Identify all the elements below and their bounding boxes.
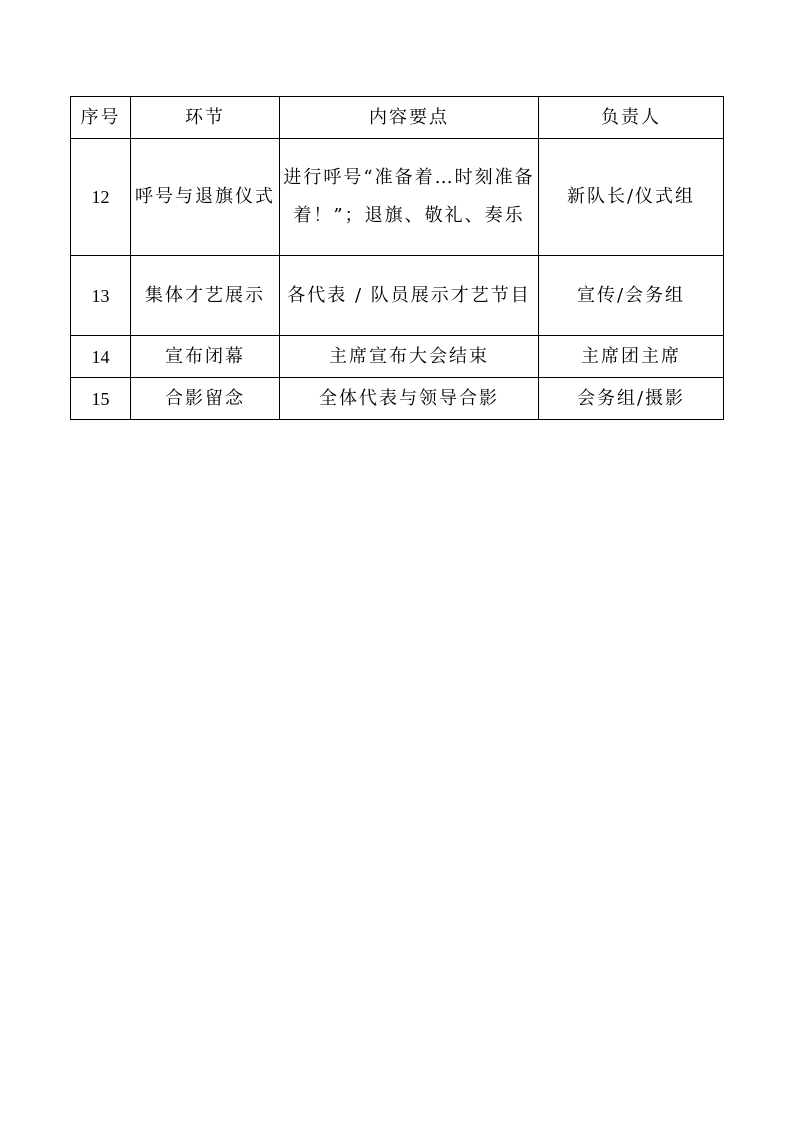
- cell-seq: 15: [71, 378, 131, 420]
- cell-owner: 主席团主席: [539, 336, 724, 378]
- table-row: [71, 139, 724, 256]
- table-header-row: [71, 97, 724, 139]
- table-row: [71, 256, 724, 336]
- cell-stage: 合影留念: [131, 378, 280, 420]
- header-stage: 环节: [131, 97, 280, 139]
- cell-content: 全体代表与领导合影: [280, 378, 539, 420]
- cell-owner: 宣传/会务组: [539, 256, 724, 336]
- cell-stage: 呼号与退旗仪式: [131, 139, 280, 256]
- cell-seq: 12: [71, 139, 131, 256]
- table-row: [71, 378, 724, 420]
- header-seq: 序号: [71, 97, 131, 139]
- cell-owner: 新队长/仪式组: [539, 139, 724, 256]
- cell-seq: 14: [71, 336, 131, 378]
- cell-owner: 会务组/摄影: [539, 378, 724, 420]
- header-content: 内容要点: [280, 97, 539, 139]
- table-row: [71, 336, 724, 378]
- cell-content: 进行呼号“准备着…时刻准备着！”；退旗、敬礼、奏乐: [280, 139, 539, 256]
- cell-content: 各代表 / 队员展示才艺节目: [280, 256, 539, 336]
- header-owner: 负责人: [539, 97, 724, 139]
- cell-stage: 集体才艺展示: [131, 256, 280, 336]
- schedule-table: [70, 96, 724, 420]
- cell-stage: 宣布闭幕: [131, 336, 280, 378]
- cell-seq: 13: [71, 256, 131, 336]
- cell-content: 主席宣布大会结束: [280, 336, 539, 378]
